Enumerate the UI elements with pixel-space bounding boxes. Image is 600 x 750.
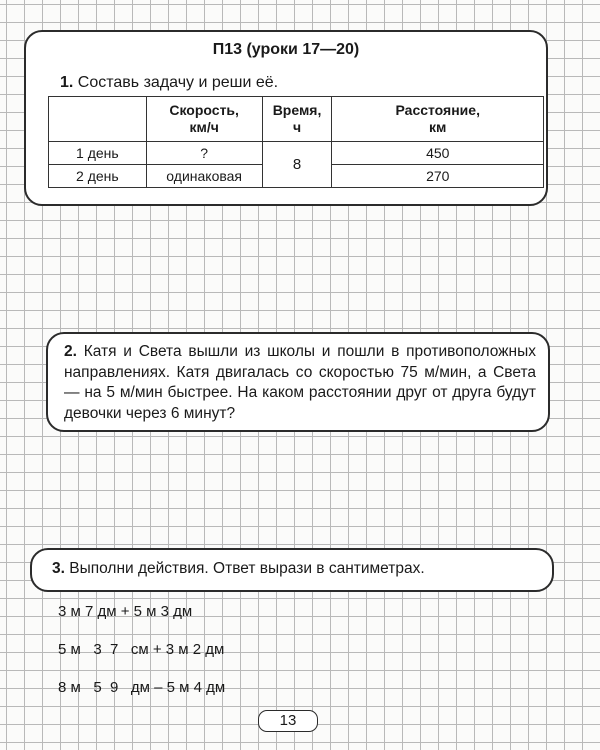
table-row [49, 142, 544, 165]
row-label: 1 день [49, 142, 147, 165]
table-header-speed: Скорость, км/ч [146, 97, 262, 142]
page-number: 13 [258, 710, 318, 732]
task-2-text: Катя и Света вышли из школы и пошли в противоположных направлениях. Катя двигалась со скоростью 75 м/мин, а Света — на 5 м/мин быстрее. На каком расстоянии друг от друга будут девочки через 6 минут? [64, 343, 536, 422]
expression-2: 5 м 3 7 см + 3 м 2 дм [58, 641, 225, 658]
task-1-table [48, 96, 544, 188]
table-header-distance: Расстояние, км [332, 97, 544, 142]
task-1-text: Составь задачу и реши её. [77, 74, 279, 91]
speed-cell: одинаковая [146, 165, 262, 188]
task-3-statement [52, 560, 425, 578]
table-header-row [49, 97, 544, 142]
task-3-text: Выполни действия. Ответ вырази в сантиметрах. [69, 560, 425, 577]
task-2-box [46, 332, 550, 432]
row-label: 2 день [49, 165, 147, 188]
task-3-box [30, 548, 554, 592]
task-1-number: 1. [60, 74, 74, 91]
distance-cell: 450 [332, 142, 544, 165]
table-header-empty [49, 97, 147, 142]
page-title: П13 (уроки 17—20) [212, 41, 360, 58]
distance-cell: 270 [332, 165, 544, 188]
task-3-number: 3. [52, 560, 65, 577]
task-2-statement [64, 342, 536, 424]
task-1-statement [60, 74, 278, 92]
time-cell: 8 [262, 142, 332, 188]
table-header-time: Время, ч [262, 97, 332, 142]
task-1-box [24, 30, 548, 206]
task-2-number: 2. [64, 343, 77, 360]
speed-cell: ? [146, 142, 262, 165]
expression-3: 8 м 5 9 дм – 5 м 4 дм [58, 679, 226, 696]
expression-1: 3 м 7 дм + 5 м 3 дм [58, 603, 193, 620]
